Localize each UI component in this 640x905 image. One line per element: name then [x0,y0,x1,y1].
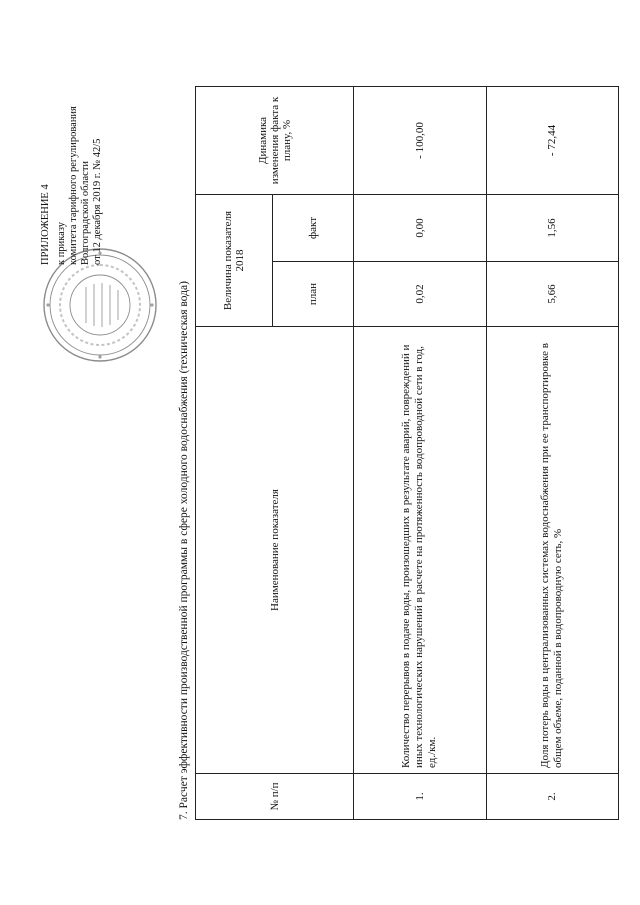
header-plan: план [272,262,353,327]
row-plan: 0,02 [354,262,486,327]
row-name: Доля потерь воды в централизованных системах водоснабжения при ее транспортировке в общем объеме, поданной в водопроводную сеть, % [486,327,618,774]
row-dynamics: - 72,44 [486,86,618,194]
row-dynamics: - 100,00 [354,86,486,194]
appendix-line: Волгоградской области [80,160,91,265]
efficiency-table [195,86,619,820]
section-title: 7. Расчет эффективности производственной программы в сфере холодного водоснабжения (техническая вода) [178,281,190,820]
header-name: Наименование показателя [196,327,354,774]
table-row [354,86,486,819]
appendix-line: комитета тарифного регулирования [68,106,79,265]
row-num: 2. [486,774,618,820]
row-plan: 5,66 [486,262,618,327]
appendix-header [40,106,104,265]
header-value-group: Величина показателя 2018 [196,194,273,326]
row-name: Количество перерывов в подаче воды, произошедших в результате аварий, повреждений и иных технологических нарушений в расчете на протяженность водопроводной сети в год, ед./км. [354,327,486,774]
header-num: № п/п [196,774,354,820]
row-num: 1. [354,774,486,820]
appendix-date: от 12 декабря 2019 г. № 42/5 [92,138,103,265]
row-fact: 1,56 [486,194,618,261]
row-fact: 0,00 [354,194,486,261]
appendix-title: ПРИЛОЖЕНИЕ 4 [40,184,51,265]
header-fact: факт [272,194,353,261]
header-dynamics: Динамика изменения факта к плану, % [196,86,354,194]
table-row [486,86,618,819]
appendix-line: к приказу [56,222,67,265]
table-header-row [196,86,273,819]
